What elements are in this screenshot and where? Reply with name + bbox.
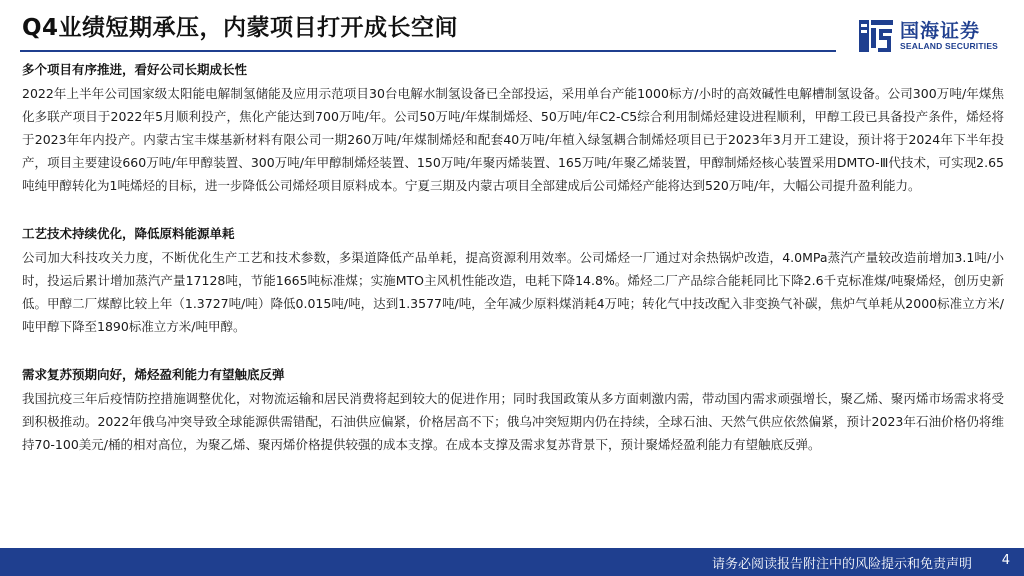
section-body: 我国抗疫三年后疫情防控措施调整优化，对物流运输和居民消费将起到较大的促进作用；同时我国政策从多方面刺激内需，带动国内需求顽强增长，聚乙烯、聚丙烯市场需求将受到积极推动。2022年俄乌冲突导致全球能源供需错配，石油供应偏紧，价格居高不下；俄乌冲突短期内仍在持续，全球石油、天然气供应依然偏紧，预计2023年石油价格仍将维持70-100美元/桶的相对高位，为聚乙烯、聚丙烯价格提供较强的成本支撑。在成本支撑及需求复苏背景下，预计聚烯烃盈利能力有望触底反弹。	[22, 391, 1004, 452]
logo-english-name: SEALAND SECURITIES	[900, 41, 999, 51]
header	[0, 0, 1024, 54]
page-number: 4	[1001, 553, 1010, 568]
section-projects	[22, 59, 1004, 197]
section-body: 公司加大科技攻关力度，不断优化生产工艺和技术参数，多渠道降低产品单耗，提高资源利用效率。公司烯烃一厂通过对余热锅炉改造，4.0MPa蒸汽产量较改造前增加3.1吨/小时，投运后累计增加蒸汽产量17128吨，节能1665吨标准煤；实施MTO主风机性能改造，电耗下降14.8%。烯烃二厂产品综合能耗同比下降2.6千克标准煤/吨聚烯烃，创历史新低。甲醇二厂煤醇比较上年（1.3727吨/吨）降低0.015吨/吨，达到1.3577吨/吨，全年减少原料煤消耗4万吨；转化气中技改配入非变换气补碳，焦炉气单耗从2000标准立方米/吨甲醇下降至1890标准立方米/吨甲醇。	[22, 250, 1004, 334]
title-divider	[20, 50, 836, 52]
main-content	[22, 59, 1004, 470]
disclaimer-text: 请务必阅读报告附注中的风险提示和免责声明	[711, 557, 972, 572]
sealand-logo-icon	[858, 18, 894, 54]
section-title: 需求复苏预期向好，烯烃盈利能力有望触底反弹	[22, 367, 285, 382]
footer-bar	[0, 548, 1024, 576]
company-logo	[858, 16, 1008, 56]
section-body: 2022年上半年公司国家级太阳能电解制氢储能及应用示范项目30台电解水制氢设备已全部投运，采用单台产能1000标方/小时的高效碱性电解槽制氢设备。公司300万吨/年煤焦化多联产项目于2022年5月顺利投产，焦化产能达到700万吨/年。公司50万吨/年煤制烯烃、50万吨/年C2-C5综合利用制烯烃建设进程顺利，甲醇工段已具备投产条件，烯烃将于2023年年内投产。内蒙古宝丰煤基新材料有限公司一期260万吨/年煤制烯烃和配套40万吨/年植入绿氢耦合制烯烃项目已于2023年3月开工建设，预计将于2024年下半年投产，项目主要建设660万吨/年甲醇装置、300万吨/年甲醇制烯烃装置、150万吨/年聚丙烯装置、165万吨/年聚乙烯装置，甲醇制烯烃核心装置采用DMTO-Ⅲ代技术，可实现2.65吨纯甲醇转化为1吨烯烃的目标，进一步降低公司烯烃项目原料成本。宁夏三期及内蒙古项目全部建成后公司烯烃产能将达到520万吨/年，大幅公司提升盈利能力。	[22, 86, 1004, 193]
section-title: 工艺技术持续优化，降低原料能源单耗	[22, 226, 235, 241]
logo-chinese-name: 国海证券	[900, 20, 981, 42]
page-title: Q4业绩短期承压，内蒙项目打开成长空间	[22, 15, 459, 41]
section-technology	[22, 223, 1004, 338]
section-demand	[22, 364, 1004, 456]
section-title: 多个项目有序推进，看好公司长期成长性	[22, 62, 248, 77]
